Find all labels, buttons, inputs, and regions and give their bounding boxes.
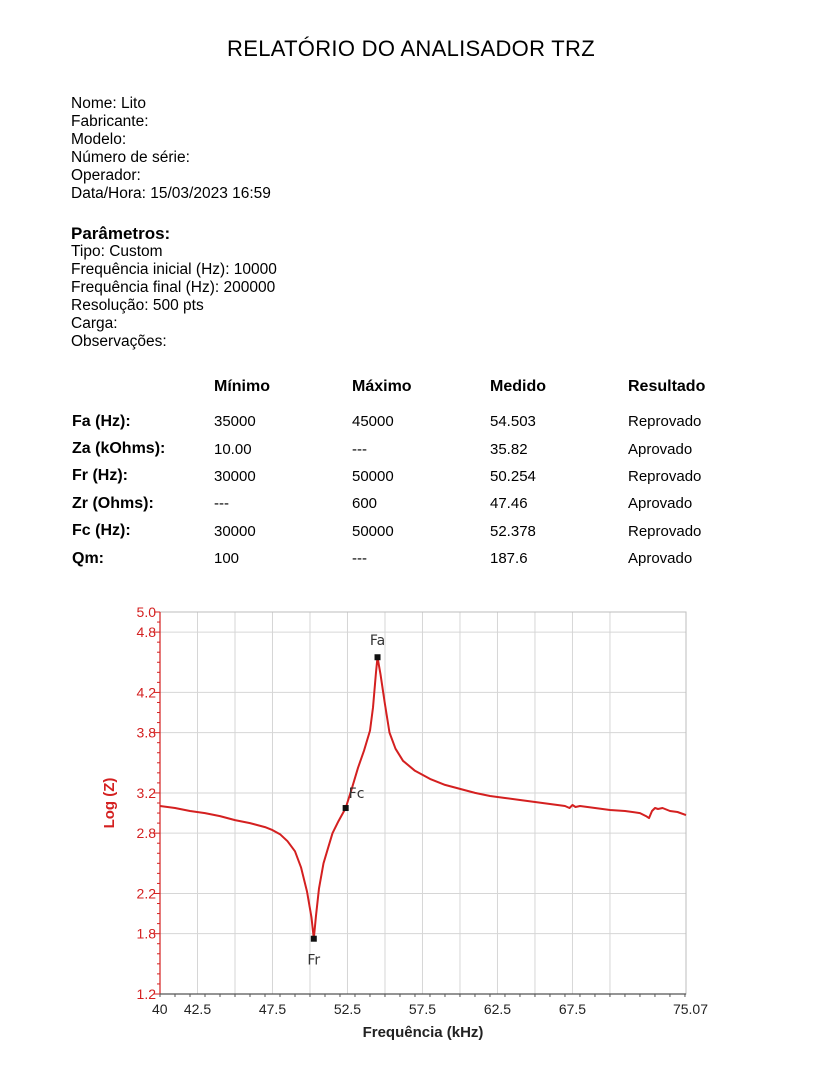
row-label: Za (kOhms): bbox=[72, 440, 166, 458]
row-max: 600 bbox=[352, 495, 378, 513]
results-header-row bbox=[72, 372, 705, 408]
row-min: 30000 bbox=[214, 522, 256, 540]
header-blank bbox=[72, 372, 214, 408]
table-row bbox=[72, 490, 705, 517]
param-resolution: Resolução: 500 pts bbox=[71, 297, 204, 314]
report-info bbox=[71, 95, 271, 203]
impedance-chart bbox=[96, 600, 716, 1060]
marker-fc bbox=[343, 805, 349, 811]
report-title: RELATÓRIO DO ANALISADOR TRZ bbox=[227, 36, 595, 61]
y-tick-label: 3.2 bbox=[136, 784, 156, 801]
row-measured: 47.46 bbox=[490, 495, 528, 513]
y-tick-label: 1.8 bbox=[136, 925, 156, 942]
marker-fr bbox=[311, 936, 317, 942]
row-min: 35000 bbox=[214, 413, 256, 431]
info-datetime: Data/Hora: 15/03/2023 16:59 bbox=[71, 185, 271, 202]
y-tick-label: 3.8 bbox=[136, 724, 156, 741]
row-result: Reprovado bbox=[628, 413, 702, 431]
row-result: Aprovado bbox=[628, 550, 693, 568]
row-min: 100 bbox=[214, 550, 240, 568]
table-row bbox=[72, 408, 705, 435]
row-result: Reprovado bbox=[628, 467, 702, 485]
row-max: --- bbox=[352, 440, 367, 458]
row-measured: 54.503 bbox=[490, 413, 536, 431]
header-max: Máximo bbox=[352, 378, 412, 395]
y-tick-label: 5.0 bbox=[136, 604, 156, 620]
param-observations: Observações: bbox=[71, 333, 167, 350]
header-measured: Medido bbox=[490, 378, 546, 395]
table-row bbox=[72, 518, 705, 545]
info-name: Nome: Lito bbox=[71, 95, 146, 112]
row-measured: 35.82 bbox=[490, 440, 528, 458]
table-row bbox=[72, 463, 705, 490]
row-label: Zr (Ohms): bbox=[72, 494, 154, 512]
row-min: --- bbox=[214, 495, 229, 513]
info-manufacturer: Fabricante: bbox=[71, 113, 149, 130]
info-model: Modelo: bbox=[71, 131, 127, 148]
header-result: Resultado bbox=[628, 378, 706, 395]
x-tick-label: 75.07 bbox=[672, 1001, 708, 1017]
y-axis-label: Log (Z) bbox=[101, 777, 118, 829]
row-max: 50000 bbox=[352, 522, 394, 540]
parameters-section bbox=[71, 224, 277, 351]
row-result: Aprovado bbox=[628, 440, 693, 458]
y-tick-label: 2.2 bbox=[136, 885, 156, 902]
row-max: 50000 bbox=[352, 467, 394, 485]
marker-fa bbox=[375, 654, 381, 660]
marker-label-fc: Fc bbox=[348, 786, 365, 803]
row-measured: 52.378 bbox=[490, 522, 536, 540]
row-label: Fc (Hz): bbox=[72, 522, 131, 540]
info-serial-number: Número de série: bbox=[71, 149, 190, 166]
table-row bbox=[72, 545, 705, 572]
marker-label-fr: Fr bbox=[307, 952, 321, 969]
parameters-heading: Parâmetros: bbox=[71, 224, 171, 243]
row-max: 45000 bbox=[352, 413, 394, 431]
row-label: Fa (Hz): bbox=[72, 412, 131, 430]
row-max: --- bbox=[352, 550, 367, 568]
header-min: Mínimo bbox=[214, 378, 270, 395]
row-label: Qm: bbox=[72, 549, 104, 567]
results-table bbox=[72, 372, 705, 572]
row-measured: 50.254 bbox=[490, 467, 536, 485]
y-tick-label: 4.2 bbox=[136, 684, 156, 701]
row-result: Aprovado bbox=[628, 495, 693, 513]
param-start-frequency: Frequência inicial (Hz): 10000 bbox=[71, 261, 277, 278]
plot-area bbox=[160, 612, 686, 994]
x-tick-label: 67.5 bbox=[558, 1001, 587, 1017]
marker-label-fa: Fa bbox=[369, 633, 386, 650]
y-tick-label: 2.8 bbox=[136, 825, 156, 842]
y-tick-label: 1.2 bbox=[136, 986, 156, 1002]
row-measured: 187.6 bbox=[490, 550, 528, 568]
x-tick-label: 40 bbox=[152, 1001, 168, 1017]
row-min: 10.00 bbox=[214, 440, 252, 458]
x-axis-label: Frequência (kHz) bbox=[362, 1024, 484, 1041]
table-row bbox=[72, 435, 705, 462]
param-type: Tipo: Custom bbox=[71, 243, 163, 260]
row-label: Fr (Hz): bbox=[72, 467, 128, 485]
x-tick-label: 42.5 bbox=[183, 1001, 212, 1017]
x-tick-label: 62.5 bbox=[483, 1001, 512, 1017]
x-tick-label: 47.5 bbox=[258, 1001, 287, 1017]
y-tick-label: 4.8 bbox=[136, 624, 156, 641]
param-end-frequency: Frequência final (Hz): 200000 bbox=[71, 279, 276, 296]
info-operator: Operador: bbox=[71, 167, 141, 184]
param-load: Carga: bbox=[71, 315, 118, 332]
x-tick-label: 52.5 bbox=[333, 1001, 362, 1017]
x-tick-label: 57.5 bbox=[408, 1001, 437, 1017]
row-result: Reprovado bbox=[628, 522, 702, 540]
row-min: 30000 bbox=[214, 467, 256, 485]
